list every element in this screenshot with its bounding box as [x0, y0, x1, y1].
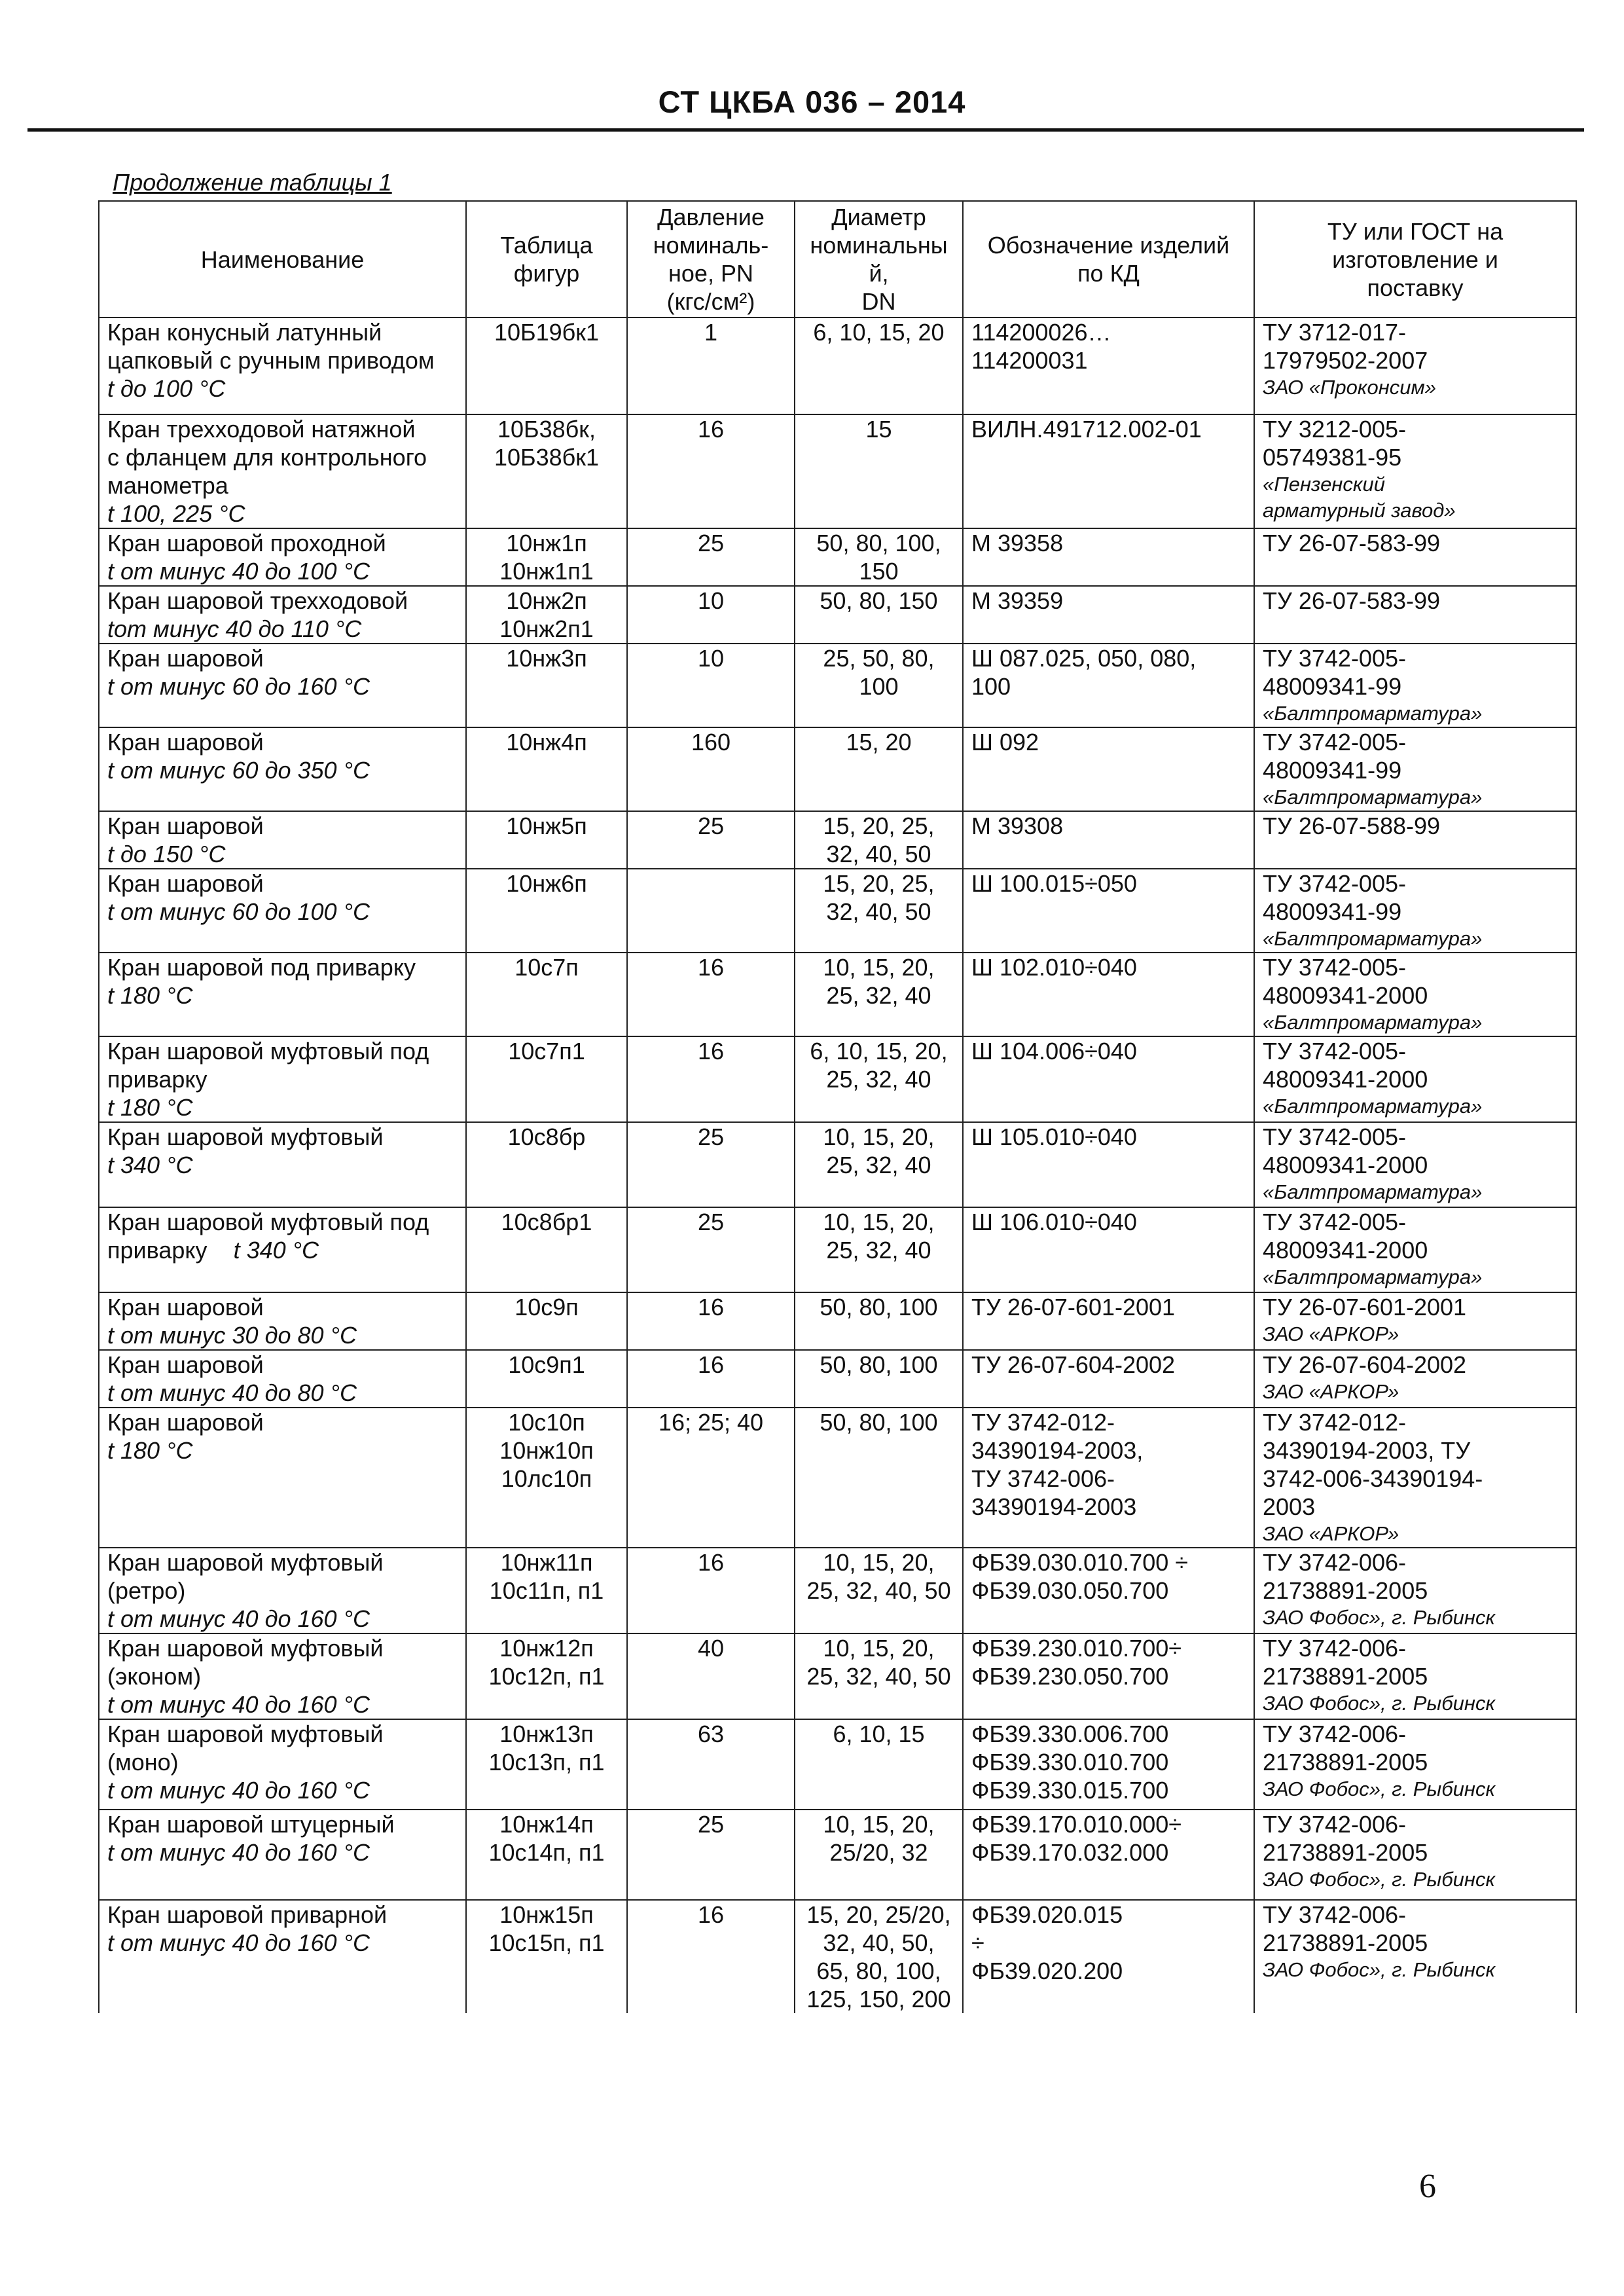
table-row [99, 1292, 1576, 1350]
table-row [99, 1719, 1576, 1810]
cell-pressure: 25 [627, 528, 795, 586]
table-row [99, 727, 1576, 811]
cell-name: Кран шаровой муфтовый под приварку t 340 °С [99, 1207, 466, 1292]
table-row [99, 1548, 1576, 1633]
cell-figures: 10нж14п 10с14п, п1 [466, 1810, 627, 1900]
header-figures: Таблица фигур [466, 201, 627, 318]
cell-diameter: 50, 80, 150 [795, 586, 963, 644]
table-caption: Продолжение таблицы 1 [113, 169, 392, 196]
cell-pressure: 10 [627, 644, 795, 727]
cell-figures: 10нж2п 10нж2п1 [466, 586, 627, 644]
document-header-title: СТ ЦКБА 036 – 2014 [658, 84, 966, 119]
table-row [99, 1350, 1576, 1408]
cell-pressure [627, 869, 795, 953]
cell-pressure: 16 [627, 1292, 795, 1350]
cell-diameter: 10, 15, 20, 25, 32, 40 [795, 1207, 963, 1292]
table-row [99, 1900, 1576, 2013]
cell-name: Кран шаровой муфтовый под приварку t 180 °С [99, 1036, 466, 1122]
cell-figures: 10нж13п 10с13п, п1 [466, 1719, 627, 1810]
cell-diameter: 6, 10, 15 [795, 1719, 963, 1810]
cell-pressure: 16 [627, 953, 795, 1036]
cell-standard: ТУ 3742-006- 21738891-2005 ЗАО Фобос», г. Рыбинск [1254, 1719, 1576, 1810]
cell-pressure: 63 [627, 1719, 795, 1810]
cell-figures: 10нж5п [466, 811, 627, 869]
cell-standard: ТУ 3742-006- 21738891-2005 ЗАО Фобос», г. Рыбинск [1254, 1633, 1576, 1719]
cell-designation: Ш 100.015÷050 [963, 869, 1254, 953]
table-row [99, 869, 1576, 953]
cell-pressure: 16; 25; 40 [627, 1408, 795, 1548]
table-body [99, 318, 1576, 2013]
table-row [99, 644, 1576, 727]
cell-pressure: 25 [627, 811, 795, 869]
table-row [99, 1408, 1576, 1548]
cell-figures: 10Б38бк, 10Б38бк1 [466, 414, 627, 528]
cell-name: Кран шаровой муфтовый t 340 °С [99, 1122, 466, 1207]
cell-name: Кран шаровой проходной t от минус 40 до 100 °С [99, 528, 466, 586]
cell-pressure: 1 [627, 318, 795, 414]
cell-pressure: 40 [627, 1633, 795, 1719]
cell-diameter: 10, 15, 20, 25, 32, 40 [795, 1122, 963, 1207]
cell-figures: 10с8бр [466, 1122, 627, 1207]
table-row [99, 1207, 1576, 1292]
cell-name: Кран шаровой t от минус 60 до 160 °С [99, 644, 466, 727]
cell-name: Кран шаровой муфтовый (ретро) t от минус 40 до 160 °С [99, 1548, 466, 1633]
cell-name: Кран шаровой t до 150 °С [99, 811, 466, 869]
header-designation: Обозначение изделий по КД [963, 201, 1254, 318]
cell-standard: ТУ 26-07-583-99 [1254, 528, 1576, 586]
cell-figures: 10с9п1 [466, 1350, 627, 1408]
cell-designation: 114200026… 114200031 [963, 318, 1254, 414]
cell-pressure: 25 [627, 1810, 795, 1900]
cell-standard: ТУ 3742-006- 21738891-2005 ЗАО Фобос», г. Рыбинск [1254, 1810, 1576, 1900]
cell-diameter: 50, 80, 100, 150 [795, 528, 963, 586]
cell-standard: ТУ 3742-005- 48009341-99 «Балтпромарматура» [1254, 644, 1576, 727]
cell-standard: ТУ 3712-017- 17979502-2007 ЗАО «Проконсим» [1254, 318, 1576, 414]
cell-name: Кран шаровой приварной t от минус 40 до 160 °С [99, 1900, 466, 2013]
table-row [99, 586, 1576, 644]
cell-pressure: 16 [627, 1548, 795, 1633]
cell-designation: Ш 104.006÷040 [963, 1036, 1254, 1122]
cell-diameter: 10, 15, 20, 25/20, 32 [795, 1810, 963, 1900]
cell-figures: 10с8бр1 [466, 1207, 627, 1292]
cell-name: Кран шаровой трехходовой tот минус 40 до 110 °С [99, 586, 466, 644]
cell-diameter: 50, 80, 100 [795, 1350, 963, 1408]
cell-designation: Ш 092 [963, 727, 1254, 811]
cell-standard: ТУ 3742-005- 48009341-2000 «Балтпромарматура» [1254, 1036, 1576, 1122]
cell-pressure: 16 [627, 414, 795, 528]
cell-designation: М 39358 [963, 528, 1254, 586]
cell-name: Кран шаровой муфтовый (моно) t от минус 40 до 160 °С [99, 1719, 466, 1810]
cell-figures: 10с10п 10нж10п 10лс10п [466, 1408, 627, 1548]
cell-standard: ТУ 3742-005- 48009341-2000 «Балтпромарматура» [1254, 1122, 1576, 1207]
table-row [99, 414, 1576, 528]
cell-designation: ВИЛН.491712.002-01 [963, 414, 1254, 528]
cell-name: Кран шаровой t от минус 60 до 350 °С [99, 727, 466, 811]
cell-diameter: 6, 10, 15, 20 [795, 318, 963, 414]
cell-figures: 10с7п [466, 953, 627, 1036]
cell-name: Кран шаровой под приварку t 180 °С [99, 953, 466, 1036]
cell-standard: ТУ 3742-005- 48009341-2000 «Балтпромарматура» [1254, 1207, 1576, 1292]
cell-designation: ФБ39.170.010.000÷ ФБ39.170.032.000 [963, 1810, 1254, 1900]
cell-name: Кран шаровой штуцерный t от минус 40 до 160 °С [99, 1810, 466, 1900]
cell-standard: ТУ 3742-005- 48009341-99 «Балтпромарматура» [1254, 869, 1576, 953]
table-row [99, 811, 1576, 869]
cell-standard: ТУ 3212-005- 05749381-95 «Пензенский арматурный завод» [1254, 414, 1576, 528]
cell-pressure: 10 [627, 586, 795, 644]
cell-diameter: 10, 15, 20, 25, 32, 40, 50 [795, 1633, 963, 1719]
table-header-row [99, 201, 1576, 318]
cell-standard: ТУ 26-07-601-2001 ЗАО «АРКОР» [1254, 1292, 1576, 1350]
cell-figures: 10нж12п 10с12п, п1 [466, 1633, 627, 1719]
cell-diameter: 15, 20, 25/20, 32, 40, 50, 65, 80, 100, 125, 150, 200 [795, 1900, 963, 2013]
cell-designation: Ш 087.025, 050, 080, 100 [963, 644, 1254, 727]
header-divider [27, 128, 1584, 132]
cell-pressure: 16 [627, 1900, 795, 2013]
cell-designation: Ш 105.010÷040 [963, 1122, 1254, 1207]
cell-designation: М 39359 [963, 586, 1254, 644]
header-standard: ТУ или ГОСТ на изготовление и поставку [1254, 201, 1576, 318]
table-row [99, 318, 1576, 414]
table-row [99, 1122, 1576, 1207]
cell-standard: ТУ 3742-012- 34390194-2003, ТУ 3742-006-34390194- 2003 ЗАО «АРКОР» [1254, 1408, 1576, 1548]
cell-diameter: 25, 50, 80, 100 [795, 644, 963, 727]
table-row [99, 1810, 1576, 1900]
cell-designation: ФБ39.230.010.700÷ ФБ39.230.050.700 [963, 1633, 1254, 1719]
cell-designation: М 39308 [963, 811, 1254, 869]
cell-pressure: 16 [627, 1036, 795, 1122]
header-pressure: Давление номиналь- ное, PN (кгс/см²) [627, 201, 795, 318]
cell-diameter: 50, 80, 100 [795, 1292, 963, 1350]
cell-designation: ФБ39.030.010.700 ÷ ФБ39.030.050.700 [963, 1548, 1254, 1633]
cell-diameter: 50, 80, 100 [795, 1408, 963, 1548]
valves-table [98, 200, 1577, 2013]
cell-pressure: 25 [627, 1207, 795, 1292]
cell-designation: ФБ39.330.006.700 ФБ39.330.010.700 ФБ39.330.015.700 [963, 1719, 1254, 1810]
cell-standard: ТУ 26-07-588-99 [1254, 811, 1576, 869]
cell-name: Кран шаровой муфтовый (эконом) t от минус 40 до 160 °С [99, 1633, 466, 1719]
header-name: Наименование [99, 201, 466, 318]
cell-designation: Ш 102.010÷040 [963, 953, 1254, 1036]
table-row [99, 1633, 1576, 1719]
cell-figures: 10с7п1 [466, 1036, 627, 1122]
cell-pressure: 160 [627, 727, 795, 811]
cell-diameter: 10, 15, 20, 25, 32, 40 [795, 953, 963, 1036]
cell-diameter: 15, 20, 25, 32, 40, 50 [795, 869, 963, 953]
cell-designation: Ш 106.010÷040 [963, 1207, 1254, 1292]
cell-figures: 10нж6п [466, 869, 627, 953]
cell-figures: 10нж1п 10нж1п1 [466, 528, 627, 586]
cell-standard: ТУ 3742-005- 48009341-99 «Балтпромарматура» [1254, 727, 1576, 811]
page-number: 6 [1419, 2168, 1436, 2205]
cell-standard: ТУ 3742-006- 21738891-2005 ЗАО Фобос», г. Рыбинск [1254, 1548, 1576, 1633]
cell-designation: ФБ39.020.015 ÷ ФБ39.020.200 [963, 1900, 1254, 2013]
table-row [99, 1036, 1576, 1122]
table-row [99, 953, 1576, 1036]
cell-name: Кран шаровой t от минус 40 до 80 °С [99, 1350, 466, 1408]
header-diameter: Диаметр номинальны й, DN [795, 201, 963, 318]
cell-diameter: 15, 20, 25, 32, 40, 50 [795, 811, 963, 869]
cell-name: Кран конусный латунный цапковый с ручным приводом t до 100 °С [99, 318, 466, 414]
table-row [99, 528, 1576, 586]
cell-figures: 10Б19бк1 [466, 318, 627, 414]
cell-pressure: 16 [627, 1350, 795, 1408]
cell-standard: ТУ 26-07-604-2002 ЗАО «АРКОР» [1254, 1350, 1576, 1408]
cell-standard: ТУ 3742-006- 21738891-2005 ЗАО Фобос», г. Рыбинск [1254, 1900, 1576, 2013]
cell-standard: ТУ 26-07-583-99 [1254, 586, 1576, 644]
cell-figures: 10нж4п [466, 727, 627, 811]
cell-name: Кран трехходовой натяжной с фланцем для контрольного манометра t 100, 225 °С [99, 414, 466, 528]
cell-figures: 10нж11п 10с11п, п1 [466, 1548, 627, 1633]
cell-name: Кран шаровой t 180 °С [99, 1408, 466, 1548]
cell-pressure: 25 [627, 1122, 795, 1207]
cell-diameter: 15 [795, 414, 963, 528]
cell-name: Кран шаровой t от минус 60 до 100 °С [99, 869, 466, 953]
cell-diameter: 6, 10, 15, 20, 25, 32, 40 [795, 1036, 963, 1122]
cell-diameter: 15, 20 [795, 727, 963, 811]
cell-standard: ТУ 3742-005- 48009341-2000 «Балтпромарматура» [1254, 953, 1576, 1036]
cell-designation: ТУ 26-07-601-2001 [963, 1292, 1254, 1350]
cell-diameter: 10, 15, 20, 25, 32, 40, 50 [795, 1548, 963, 1633]
cell-name: Кран шаровой t от минус 30 до 80 °С [99, 1292, 466, 1350]
cell-figures: 10нж15п 10с15п, п1 [466, 1900, 627, 2013]
cell-designation: ТУ 3742-012- 34390194-2003, ТУ 3742-006- 34390194-2003 [963, 1408, 1254, 1548]
cell-designation: ТУ 26-07-604-2002 [963, 1350, 1254, 1408]
cell-figures: 10нж3п [466, 644, 627, 727]
cell-figures: 10с9п [466, 1292, 627, 1350]
